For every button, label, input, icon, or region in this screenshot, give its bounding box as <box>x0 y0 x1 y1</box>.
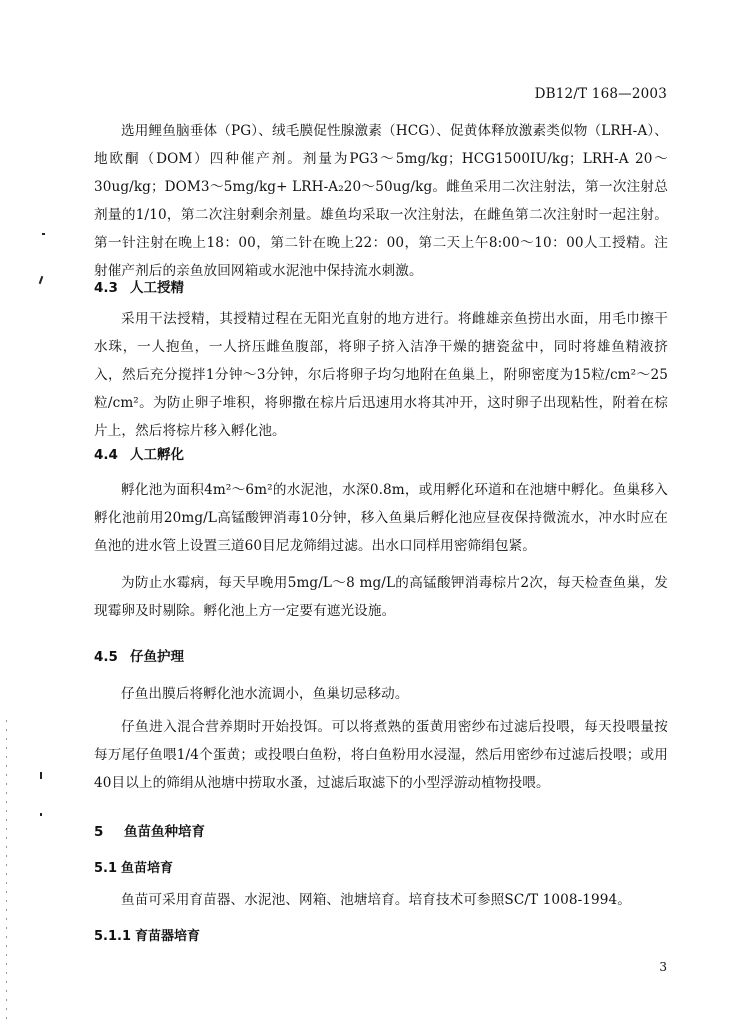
heading-title: 育苗器培育 <box>135 929 201 944</box>
paragraph-hatching-disease: 为防止水霉病，每天早晚用5mg/L～8 mg/L的高锰酸钾消毒棕片2次，每天检查鱼巢，发现霉卵及时剔除。孵化池上方一定要有遮光设施。 <box>94 575 668 619</box>
paragraph-seedling: 鱼苗可采用育苗器、水泥池、网箱、池塘培育。培育技术可参照SC/T 1008-1994。 <box>121 892 631 908</box>
heading-title: 人工授精 <box>130 280 184 296</box>
heading-number: 5 <box>94 824 104 840</box>
paragraph-hatching-pool: 孵化池为面积4m²～6m²的水泥池，水深0.8m，或用孵化环道和在池塘中孵化。鱼巢移入孵化池前用20mg/L高锰酸钾消毒10分钟，移入鱼巢后孵化池应昼夜保持微流水，冲水时应在鱼池的进水管上设置三道60目尼龙筛绢过滤。出水口同样用密筛绢包紧。 <box>94 482 668 554</box>
document-code: DB12/T 168—2003 <box>534 86 667 102</box>
scan-edge-artifact <box>6 720 7 1020</box>
heading-number: 4.3 <box>94 280 118 296</box>
scan-speck <box>40 772 42 779</box>
heading-5-1 <box>94 857 173 876</box>
heading-number: 4.5 <box>94 649 118 665</box>
heading-5 <box>94 820 205 840</box>
paragraph-hormones: 选用鲤鱼脑垂体（PG）、绒毛膜促性腺激素（HCG）、促黄体释放激素类似物（LRH-A）、地欧酮（DOM）四种催产剂。剂量为PG3～5mg/kg；HCG1500IU/kg；LRH-A 20～30ug/kg；DOM3～5mg/kg+ LRH-A₂20～50ug/kg。雌鱼采用二次注射法，第一次注射总剂量的1/10，第二次注射剩余剂量。雄鱼均采取一次注射法，在雌鱼第二次注射时一起注射。第一针注射在晚上18：00，第二针在晚上22：00，第二天上午8:00～10：00人工授精。注射催产剂后的亲鱼放回网箱或水泥池中保持流水刺激。 <box>94 123 668 279</box>
paragraph-fertilization: 采用干法授精，其授精过程在无阳光直射的地方进行。将雌雄亲鱼捞出水面，用毛巾擦干水珠，一人抱鱼，一人挤压雌鱼腹部，将卵子挤入洁净干燥的搪瓷盆中，同时将雄鱼精液挤入，然后充分搅拌1分钟～3分钟，尔后将卵子均匀地附在鱼巢上，附卵密度为15粒/cm²～25粒/cm²。为防止卵子堆积，将卵撒在棕片后迅速用水将其冲开，这时卵子出现粘性，附着在棕片上，然后将棕片移入孵化池。 <box>94 311 668 439</box>
paragraph-fry-care-1: 仔鱼出膜后将孵化池水流调小，鱼巢切忌移动。 <box>121 686 409 702</box>
heading-number: 5.1.1 <box>94 929 132 944</box>
scan-speck <box>42 233 45 235</box>
scan-speck <box>39 276 44 284</box>
heading-title: 鱼苗鱼种培育 <box>124 824 205 840</box>
heading-4-3 <box>94 276 184 296</box>
heading-4-4 <box>94 443 184 463</box>
page-number: 3 <box>659 960 667 974</box>
scan-speck <box>40 813 42 816</box>
heading-title: 鱼苗培育 <box>121 861 174 876</box>
heading-4-5 <box>94 645 184 665</box>
heading-title: 仔鱼护理 <box>130 649 184 665</box>
heading-number: 5.1 <box>94 861 118 876</box>
paragraph-fry-care-2: 仔鱼进入混合营养期时开始投饵。可以将煮熟的蛋黄用密纱布过滤后投喂，每天投喂量按每万尾仔鱼喂1/4个蛋黄；或投喂白鱼粉，将白鱼粉用水浸湿，然后用密纱布过滤后投喂；或用40目以上的筛绢从池塘中捞取水蚤，过滤后取滤下的小型浮游动植物投喂。 <box>94 719 668 791</box>
heading-number: 4.4 <box>94 447 118 463</box>
heading-5-1-1 <box>94 925 200 944</box>
heading-title: 人工孵化 <box>130 447 184 463</box>
